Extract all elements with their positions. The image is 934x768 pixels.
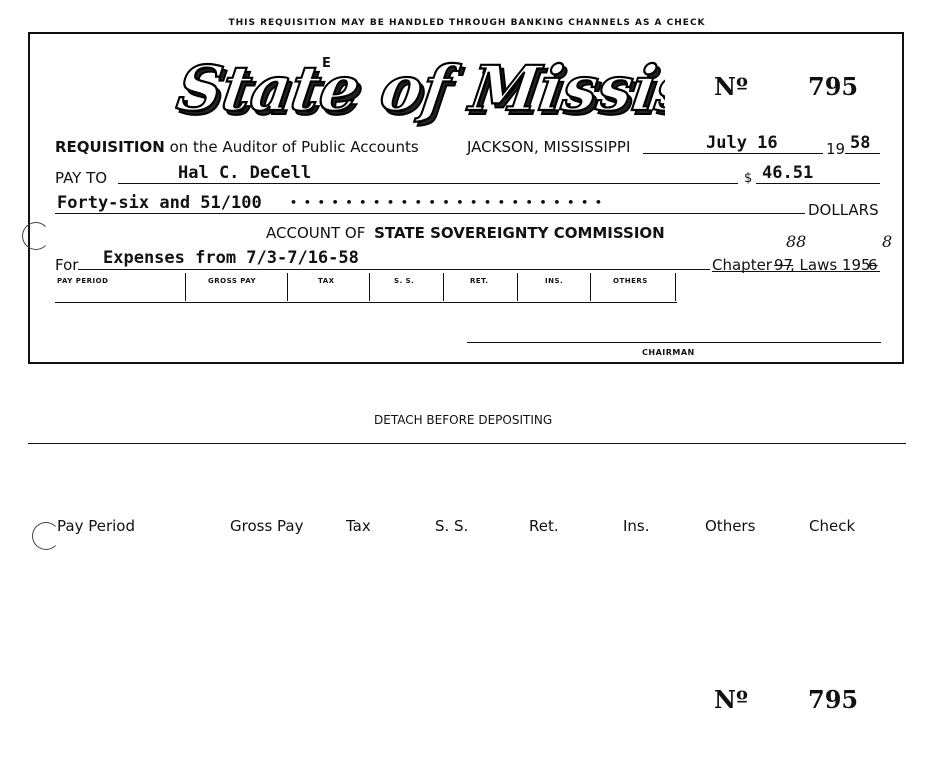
chairman-signature-line [467,342,881,343]
grid-divider [369,273,370,301]
chapter-value: 97 [774,256,794,274]
punch-hole [32,522,60,550]
requisition-label-rest: on the Auditor of Public Accounts [169,138,419,156]
logo-text: State of Mississippi [175,52,665,125]
year-suffix: 58 [850,133,871,153]
date-line [643,153,823,154]
pay-to-label: PAY TO [55,169,108,187]
grid-divider [287,273,288,301]
grid-divider [517,273,518,301]
location: JACKSON, MISSISSIPPI [467,138,631,156]
stub-number-label: Nº [714,685,748,714]
stub-number: 795 [808,685,859,714]
pay-to-line [118,183,738,184]
logo-text-shadow: State of Mississippi [176,56,665,129]
amount-value: 46.51 [762,163,814,183]
requisition-number: 795 [808,72,859,101]
for-line [78,269,710,270]
grid-header-others: OTHERS [613,277,648,285]
grid-divider [185,273,186,301]
laws-correction: 8 [882,232,893,251]
account-name: STATE SOVEREIGNTY COMMISSION [374,224,665,242]
punch-hole [22,222,50,250]
detach-line [28,443,906,444]
stub-header-pay-period: Pay Period [57,517,135,535]
grid-header-gross-pay: GROSS PAY [208,277,257,285]
stub-header-check: Check [809,517,856,535]
dollar-sign: $ [744,171,753,186]
chapter-correction: 88 [786,232,807,251]
number-label: Nº [714,72,748,101]
amount-words: Forty-six and 51/100 [57,193,262,213]
laws-label: , Laws 195 [790,256,871,274]
logo-small-letter: E [322,56,331,71]
grid-header-tax: TAX [318,277,335,285]
account-label: ACCOUNT OF [266,224,366,242]
chapter-label: Chapter [712,256,772,274]
grid-header-ins: INS. [545,277,564,285]
grid-bottom-line [55,302,677,303]
requisition-label-bold: REQUISITION [55,138,165,156]
banking-note: THIS REQUISITION MAY BE HANDLED THROUGH BANKING CHANNELS AS A CHECK [228,18,706,28]
stub-header-tax: Tax [346,517,371,535]
grid-header-pay-period: PAY PERIOD [57,277,109,285]
amount-dots: • • • • • • • • • • • • • • • • • • • • • • • [290,196,604,209]
grid-divider [590,273,591,301]
stub-header-others: Others [705,517,756,535]
grid-divider [443,273,444,301]
grid-header-ss: S. S. [394,277,415,285]
chapter-line [712,271,880,272]
payee-name: Hal C. DeCell [178,163,312,183]
stub-header-ss: S. S. [435,517,469,535]
stub-header-ret: Ret. [529,517,559,535]
date-value: July 16 [706,133,778,153]
dollars-label: DOLLARS [808,201,879,219]
grid-divider [675,273,676,301]
laws-digit: 6 [868,256,878,274]
requisition-label [55,138,419,156]
state-logo [175,38,665,134]
amount-words-line [55,213,805,214]
state-logo-graphic [175,38,665,130]
detach-note: DETACH BEFORE DEPOSITING [374,413,553,427]
stub-header-ins: Ins. [623,517,650,535]
account-line [266,224,665,242]
for-text: Expenses from 7/3-7/16-58 [103,248,359,268]
stub-header-gross-pay: Gross Pay [230,517,304,535]
year-line [845,153,880,154]
year-prefix: 19 [826,140,846,158]
for-label: For [55,256,79,274]
amount-line [756,183,880,184]
chairman-label: CHAIRMAN [642,348,695,357]
grid-header-ret: RET. [470,277,489,285]
